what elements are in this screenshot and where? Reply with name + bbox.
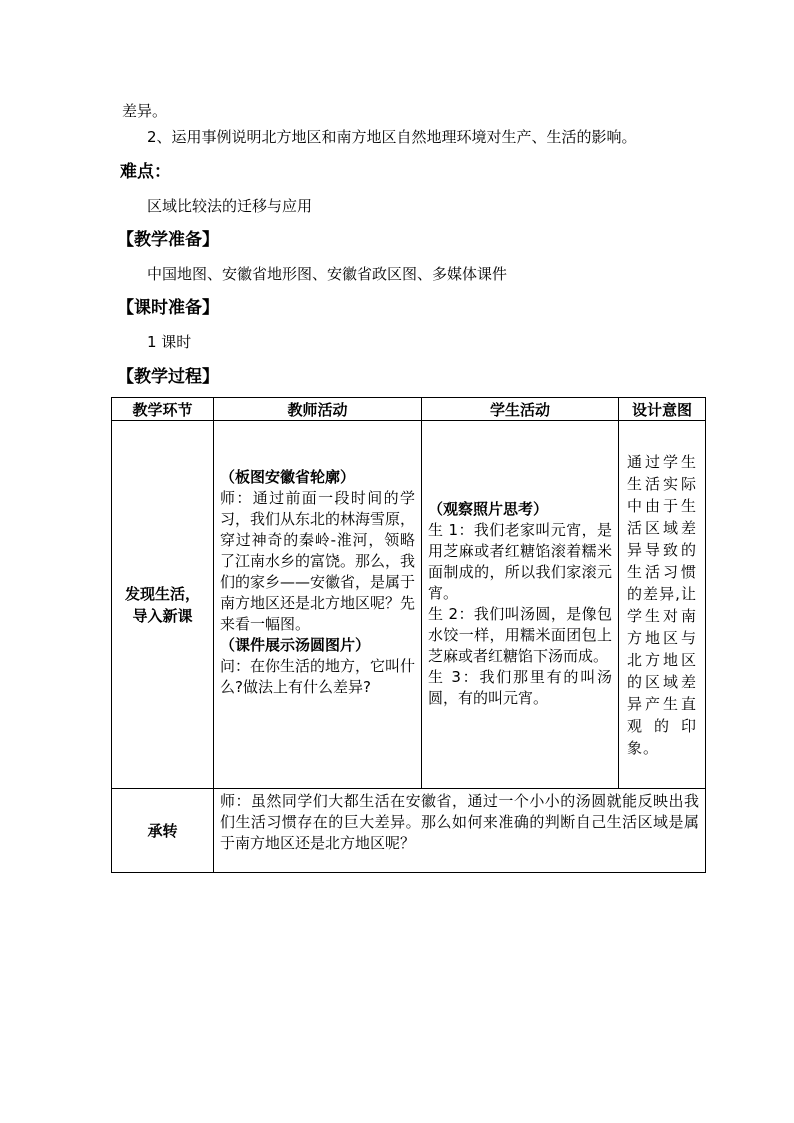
table-header-row: [112, 398, 706, 421]
student-answer-3: 生 3：我们那里有的叫汤圆，有的叫元宵。: [428, 668, 612, 707]
transition-text-cell: [214, 789, 706, 873]
teacher-note-outline: （板图安徽省轮廓）: [220, 468, 356, 486]
student-activity-cell: [422, 421, 619, 789]
difficulty-text: 区域比较法的迁移与应用: [147, 197, 313, 215]
table-row-introduction: [112, 421, 706, 789]
stage-label-line2: 导入新课: [132, 606, 193, 625]
period-text: 1 课时: [147, 333, 192, 351]
lesson-process-table: [111, 397, 706, 873]
stage-cell-introduction: [112, 421, 214, 789]
teacher-speech: 师：通过前面一段时间的学习，我们从东北的林海雪原，穿过神奇的秦岭-淮河，领略了江南水乡的富饶。那么，我们的家乡——安徽省，是属于南方地区还是北方地区呢？先来看一幅图。: [220, 489, 416, 633]
column-header-intent: 设计意图: [619, 398, 706, 421]
column-header-teacher: 教师活动: [214, 398, 422, 421]
student-answer-2: 生 2：我们叫汤圆，是像包水饺一样，用糯米面团包上芝麻或者红糖馅下汤而成。: [428, 605, 612, 665]
design-intent-text: 通过学生生活实际中由于生活区域差异导致的生活习惯的差异,让学生对南方地区与北方地区的区域差异产生直观的印象。: [627, 452, 697, 757]
teacher-note-slides: （课件展示汤圆图片）: [220, 636, 371, 654]
process-heading: 【教学过程】: [117, 367, 219, 387]
objective-2: 2、运用事例说明北方地区和南方地区自然地理环境对生产、生活的影响。: [147, 128, 637, 146]
preparation-heading: 【教学准备】: [117, 230, 219, 250]
student-answer-1: 生 1：我们老家叫元宵，是用芝麻或者红糖馅滚着糯米面制成的，所以我们家滚元宵。: [428, 521, 612, 602]
column-header-stage: 教学环节: [112, 398, 214, 421]
stage-cell-transition: 承转: [112, 789, 214, 873]
intro-continuation: 差异。: [122, 102, 168, 120]
teacher-activity-cell: [214, 421, 422, 789]
stage-label-line1: 发现生活，: [124, 584, 200, 603]
teacher-question: 问：在你生活的地方，它叫什么?做法上有什么差异?: [220, 657, 416, 696]
student-note-observe: （观察照片思考）: [428, 500, 549, 518]
table-row-transition: [112, 789, 706, 873]
period-heading: 【课时准备】: [117, 298, 219, 318]
column-header-student: 学生活动: [422, 398, 619, 421]
difficulty-heading: 难点：: [120, 162, 171, 182]
design-intent-cell: [619, 421, 706, 789]
transition-text: 师：虽然同学们大都生活在安徽省，通过一个小小的汤圆就能反映出我们生活习惯存在的巨大差异。那么如何来准确的判断自己生活区域是属于南方地区还是北方地区呢？: [220, 792, 699, 852]
preparation-text: 中国地图、安徽省地形图、安徽省政区图、多媒体课件: [147, 265, 508, 283]
